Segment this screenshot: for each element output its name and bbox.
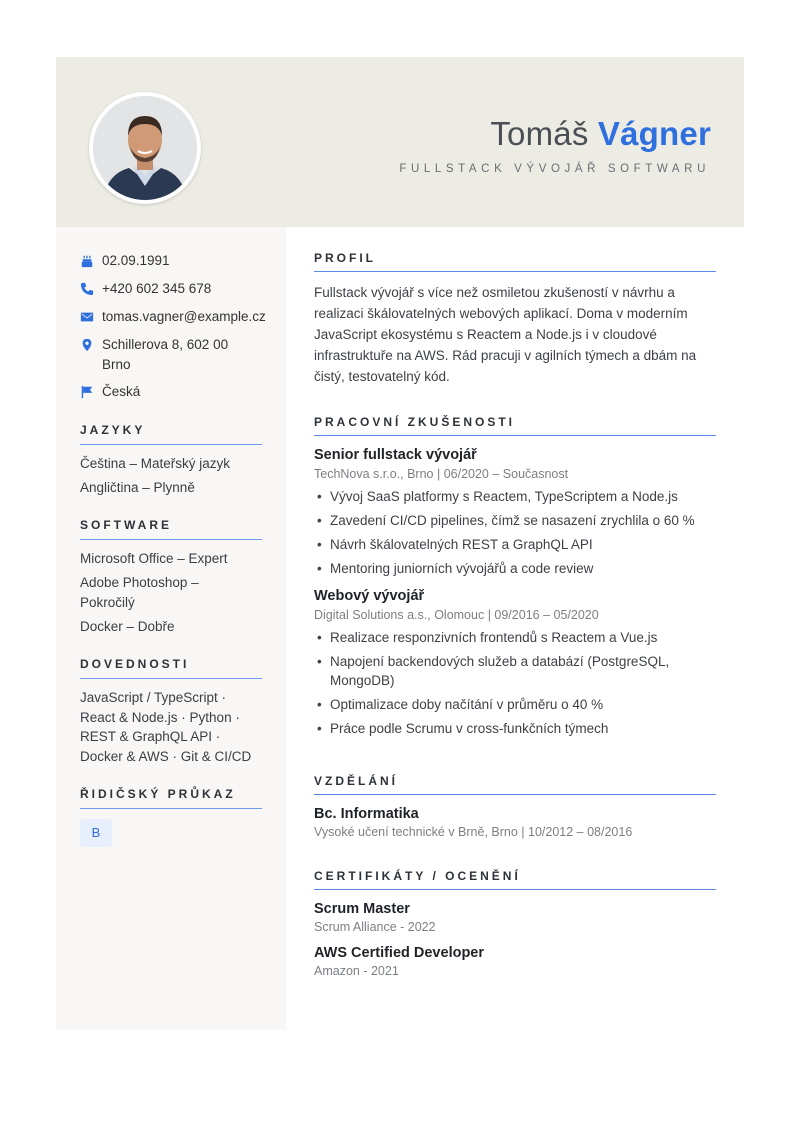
certificates-heading: CERTIFIKÁTY / OCENĚNÍ [314,869,716,890]
phone-icon [80,279,102,299]
skills-section [80,657,262,766]
address-line1: Schillerova 8, 602 00 [102,337,229,352]
resume-header [56,57,744,227]
job-bullets [314,628,716,739]
license-section [80,787,262,847]
profile-heading: PROFIL [314,251,716,272]
job-bullet: • Realizace responzivních frontendů s Reactem a Vue.js [314,628,716,648]
software-item: Microsoft Office – Expert [80,551,228,566]
map-pin-icon [80,335,102,355]
job-entry [314,446,716,579]
skills-heading: DOVEDNOSTI [80,657,262,679]
birthdate: 02.09.1991 [102,253,170,268]
contact-phone [80,279,280,299]
phone[interactable]: +420 602 345 678 [102,281,212,296]
sidebar [56,227,286,1030]
software-item: Adobe Photoshop – Pokročilý [80,575,199,610]
profile-text: Fullstack vývojář s více než osmiletou zkušeností v návrhu a realizaci škálovatelných webových aplikací. Doma v moderním JavaScript ekosystému s Reactem a Node.js i v cloudové infrastruktuře na AWS. Rád pracuji v agilních týmech a dbám na čistý, testovatelný kód. [314,285,697,384]
contact-address [80,335,280,375]
full-name [490,115,711,153]
job-entry [314,587,716,739]
address [102,335,228,375]
job-meta: TechNova s.r.o., Brno | 06/2020 – Současnost [314,467,569,481]
job-bullets [314,487,716,579]
last-name: Vágner [597,115,711,152]
experience-section [314,415,716,743]
education-meta: Vysoké učení technické v Brně, Brno | 10/2012 – 08/2016 [314,825,633,839]
software-heading: SOFTWARE [80,518,262,540]
contact-list [80,251,280,410]
job-title: FULLSTACK VÝVOJÁŘ SOFTWARU [399,163,710,175]
job-bullet: • Návrh škálovatelných REST a GraphQL API [314,535,716,555]
certificate-meta: Amazon - 2021 [314,964,399,978]
education-degree: Bc. Informatika [314,806,419,822]
skills-list [80,688,262,766]
software-section [80,518,262,641]
skills-line: JavaScript / TypeScript · [80,690,227,705]
certificates-section [314,869,716,988]
language-item: Čeština – Mateřský jazyk [80,456,231,471]
job-bullet: • Vývoj SaaS platformy s Reactem, TypeScriptem a Node.js [314,487,716,507]
avatar [89,92,201,204]
license-badge: B [80,819,112,847]
skills-line: React & Node.js · Python · [80,709,240,725]
job-position: Webový vývojář [314,587,425,604]
profile-section [314,251,716,387]
address-line2: Brno [102,357,131,372]
certificate-name: Scrum Master [314,901,410,917]
skills-line: Docker & AWS · Git & CI/CD [80,748,252,764]
email[interactable]: tomas.vagner@example.cz [102,309,266,324]
contact-birthdate [80,251,280,271]
first-name: Tomáš [490,115,589,152]
language-item: Angličtina – Plynně [80,480,195,495]
education-section [314,774,716,841]
certificate-name: AWS Certified Developer [314,945,485,961]
job-position: Senior fullstack vývojář [314,447,477,463]
job-meta: Digital Solutions a.s., Olomouc | 09/2016 – 05/2020 [314,607,599,622]
contact-email [80,307,280,327]
education-heading: VZDĚLÁNÍ [314,774,716,795]
job-bullet: • Optimalizace doby načítání v průměru o 40 % [314,695,716,715]
contact-nationality [80,382,280,402]
envelope-icon [80,307,102,327]
job-bullet: • Mentoring juniorních vývojářů a code review [314,559,716,579]
skills-line: REST & GraphQL API · [80,729,221,744]
nationality: Česká [102,384,141,399]
job-bullet: • Práce podle Scrumu v cross-funkčních týmech [314,719,716,739]
resume-page [56,57,744,1030]
flag-icon [80,382,102,402]
software-item: Docker – Dobře [80,618,175,634]
languages-heading: JAZYKY [80,423,262,445]
profile-photo [93,96,197,200]
languages-section [80,423,262,502]
job-bullet: • Zavedení CI/CD pipelines, čímž se nasazení zrychlila o 60 % [314,511,716,531]
license-heading: ŘIDIČSKÝ PRŮKAZ [80,787,262,809]
job-bullet: • Napojení backendových služeb a databází (PostgreSQL, MongoDB) [314,652,694,691]
certificate-meta: Scrum Alliance - 2022 [314,920,436,934]
experience-heading: PRACOVNÍ ZKUŠENOSTI [314,415,716,436]
cake-icon [80,251,102,271]
